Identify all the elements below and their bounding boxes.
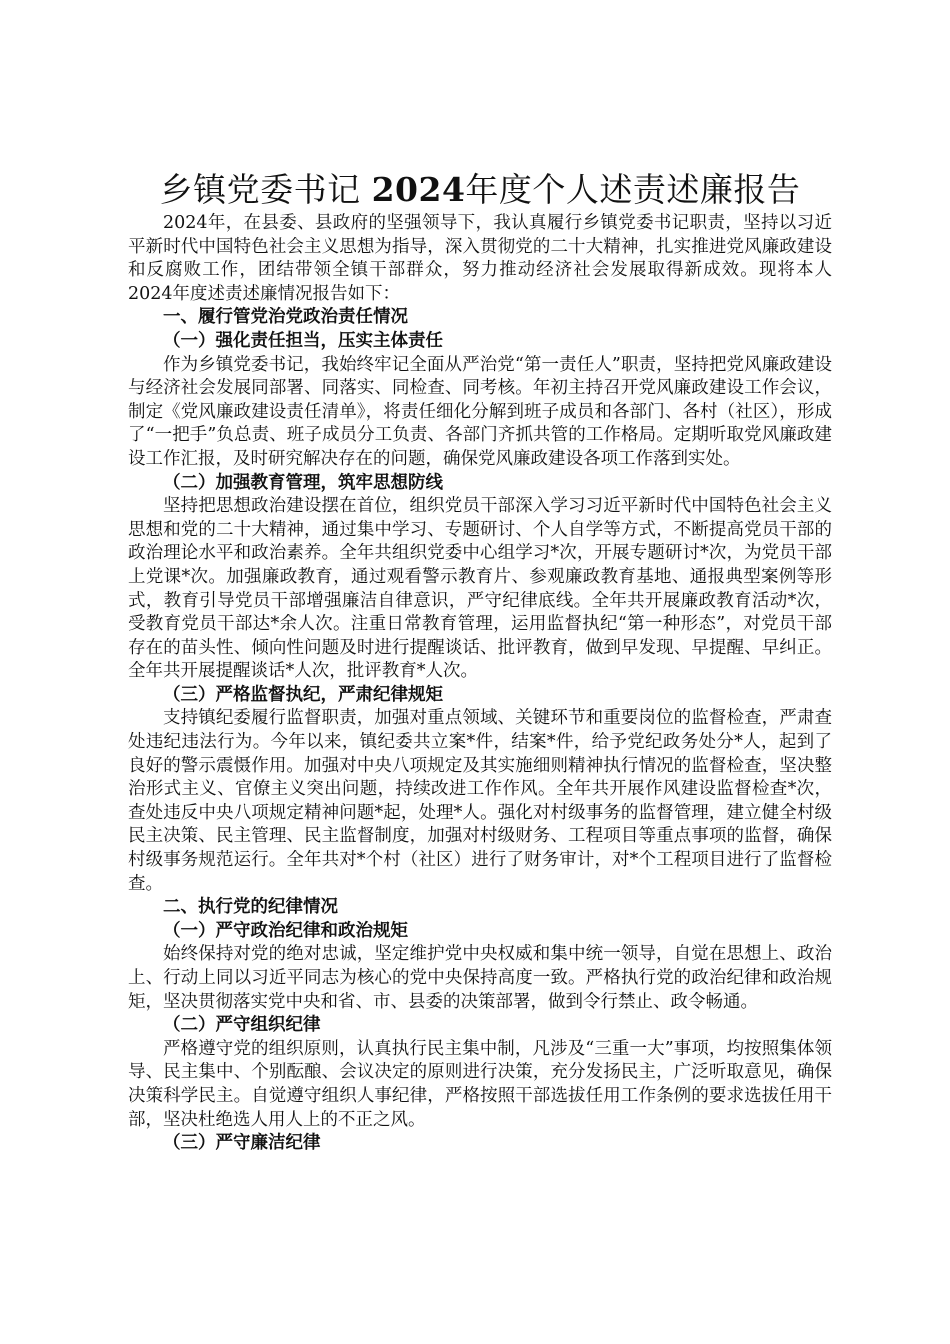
section-1-heading: 一、履行管党治党政治责任情况 (163, 307, 408, 328)
intro-paragraph: 2024年，在县委、县政府的坚强领导下，我认真履行乡镇党委书记职责，坚持以习近平新时代中国特色社会主义思想为指导，深入贯彻党的二十大精神，扎实推进党风廉政建设和反腐败工作，团结带领全镇干部群众，努力推动经济社会发展取得新成效。现将本人2024年度述责述廉情况报告如下： (128, 213, 832, 304)
document-title (128, 168, 832, 212)
title-year: 2024 (371, 170, 466, 209)
section-1-sub-3-heading: （三）严格监督执纪，严肃纪律规矩 (163, 684, 443, 705)
document-page (128, 168, 832, 1156)
section-1-sub-1-heading: （一）强化责任担当，压实主体责任 (163, 330, 443, 351)
section-2-sub-2-heading: （二）严守组织纪律 (163, 1015, 321, 1036)
section-2-sub-2-paragraph: 严格遵守党的组织原则，认真执行民主集中制，凡涉及“三重一大”事项，均按照集体领导、民主集中、个别酝酿、会议决定的原则进行决策，充分发扬民主，广泛听取意见，确保决策科学民主。自觉遵守组织人事纪律，严格按照干部选拔任用工作条例的要求选拔任用干部，坚决杜绝选人用人上的不正之风。 (128, 1038, 832, 1130)
section-2-sub-1-heading: （一）严守政治纪律和政治规矩 (163, 920, 408, 941)
title-prefix: 乡镇党委书记 (159, 170, 372, 209)
title-suffix: 年度个人述责述廉报告 (465, 170, 801, 209)
section-2-heading: 二、执行党的纪律情况 (163, 897, 338, 918)
section-2-sub-1-paragraph: 始终保持对党的绝对忠诚，坚定维护党中央权威和集中统一领导，自觉在思想上、政治上、行动上同以习近平同志为核心的党中央保持高度一致。严格执行党的政治纪律和政治规矩，坚决贯彻落实党中央和省、市、县委的决策部署，做到令行禁止、政令畅通。 (128, 944, 832, 1012)
section-1-sub-1-paragraph: 作为乡镇党委书记，我始终牢记全面从严治党“第一责任人”职责，坚持把党风廉政建设与经济社会发展同部署、同落实、同检查、同考核。年初主持召开党风廉政建设工作会议，制定《党风廉政建设责任清单》，将责任细化分解到班子成员和各部门、各村（社区），形成了“一把手”负总责、班子成员分工负责、各部门齐抓共管的工作格局。定期听取党风廉政建设工作汇报，及时研究解决存在的问题，确保党风廉政建设各项工作落到实处。 (128, 354, 832, 469)
section-2-sub-3-heading: （三）严守廉洁纪律 (163, 1133, 321, 1154)
section-1-sub-2-heading: （二）加强教育管理，筑牢思想防线 (163, 472, 443, 493)
section-1-sub-2-paragraph: 坚持把思想政治建设摆在首位，组织党员干部深入学习习近平新时代中国特色社会主义思想和党的二十大精神，通过集中学习、专题研讨、个人自学等方式，不断提高党员干部的政治理论水平和政治素养。全年共组织党委中心组学习*次，开展专题研讨*次，为党员干部上党课*次。加强廉政教育，通过观看警示教育片、参观廉政教育基地、通报典型案例等形式，教育引导党员干部增强廉洁自律意识，严守纪律底线。全年共开展廉政教育活动*次，受教育党员干部达*余人次。注重日常教育管理，运用监督执纪“第一种形态”，对党员干部存在的苗头性、倾向性问题及时进行提醒谈话、批评教育，做到早发现、早提醒、早纠正。全年共开展提醒谈话*人次，批评教育*人次。 (128, 496, 832, 682)
section-1-sub-3-paragraph: 支持镇纪委履行监督职责，加强对重点领域、关键环节和重要岗位的监督检查，严肃查处违纪违法行为。今年以来，镇纪委共立案*件，结案*件，给予党纪政务处分*人，起到了良好的警示震慑作用。加强对中央八项规定及其实施细则精神执行情况的监督检查，坚决整治形式主义、官僚主义突出问题，持续改进工作作风。全年共开展作风建设监督检查*次，查处违反中央八项规定精神问题*起，处理*人。强化对村级事务的监督管理，建立健全村级民主决策、民主管理、民主监督制度，加强对村级财务、工程项目等重点事项的监督，确保村级事务规范运行。全年共对*个村（社区）进行了财务审计，对*个工程项目进行了监督检查。 (128, 708, 832, 894)
